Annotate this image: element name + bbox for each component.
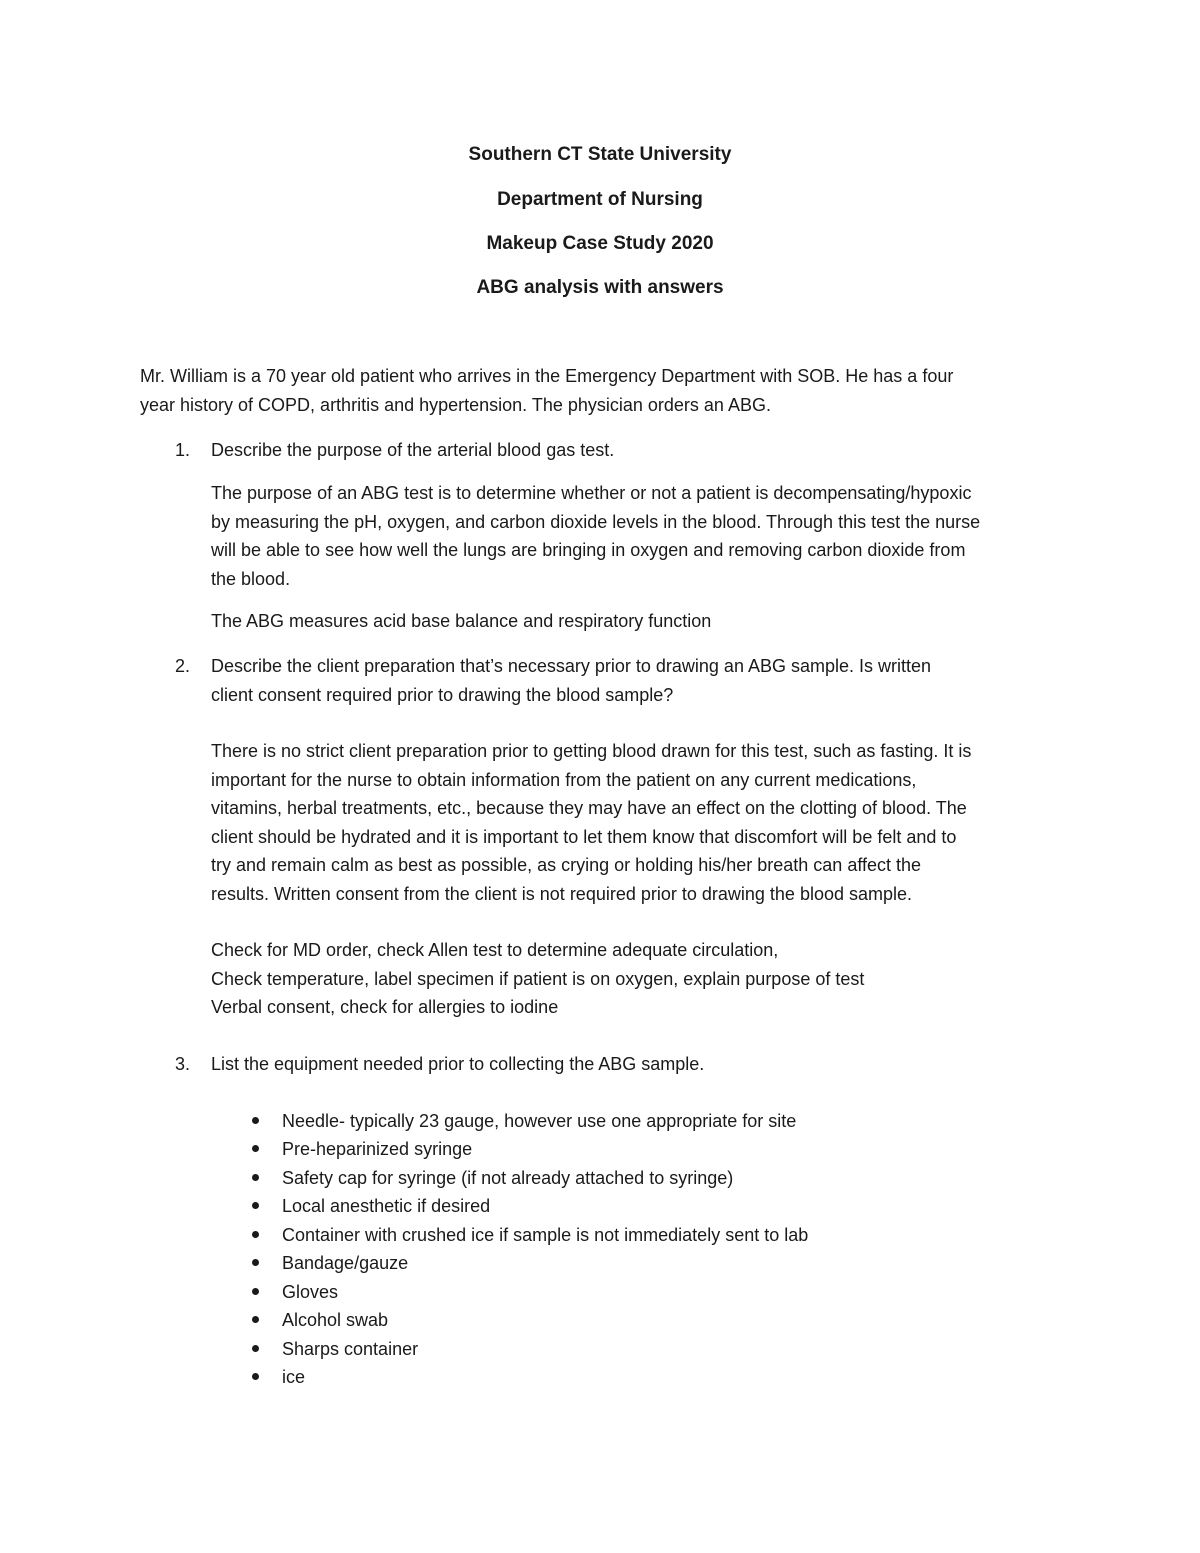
list-item: Needle- typically 23 gauge, however use one appropriate for site (282, 1111, 797, 1131)
q2-answer (211, 737, 971, 908)
q1-answer (211, 479, 980, 593)
course-title: Makeup Case Study 2020 (486, 233, 714, 254)
q2-number: 2. (175, 656, 191, 676)
q1-question: Describe the purpose of the arterial blood gas test. (211, 440, 615, 460)
list-item: Sharps container (282, 1339, 419, 1359)
bullet-icon (252, 1117, 259, 1124)
q1-answer-line: by measuring the pH, oxygen, and carbon dioxide levels in the blood. Through this test the nurse (211, 511, 981, 532)
list-item: ice (282, 1367, 306, 1387)
bullet-icon (252, 1202, 259, 1209)
q2-answer-line: There is no strict client preparation prior to getting blood drawn for this test, such as fasting. It is (211, 741, 972, 761)
q2-question-line: Describe the client preparation that’s necessary prior to drawing an ABG sample. Is written (211, 656, 932, 676)
q1-answer-line: The purpose of an ABG test is to determine whether or not a patient is decompensating/hypoxic (211, 483, 972, 503)
q2-answer-line: client should be hydrated and it is important to let them know that discomfort will be felt and to (211, 826, 957, 847)
list-item: Gloves (282, 1282, 339, 1302)
bullet-icon (252, 1259, 259, 1266)
q2-answer-line: try and remain calm as best as possible, as crying or holding his/her breath can affect the (211, 855, 922, 875)
q3-number: 3. (175, 1054, 191, 1074)
list-item: Container with crushed ice if sample is not immediately sent to lab (282, 1225, 809, 1245)
list-item: Alcohol swab (282, 1310, 389, 1330)
q1-note: The ABG measures acid base balance and respiratory function (211, 611, 712, 631)
list-item: Pre-heparinized syringe (282, 1139, 473, 1159)
department-title: Department of Nursing (497, 189, 703, 210)
q3-question: List the equipment needed prior to collecting the ABG sample. (211, 1054, 705, 1074)
list-item: Safety cap for syringe (if not already attached to syringe) (282, 1168, 734, 1188)
subject-title: ABG analysis with answers (476, 277, 724, 298)
q2-question (211, 652, 931, 709)
bullet-icon (252, 1345, 259, 1352)
q1-answer-line: will be able to see how well the lungs are bringing in oxygen and removing carbon dioxide from (211, 540, 966, 560)
q1-answer-line: the blood. (211, 568, 291, 589)
intro-line: Mr. William is a 70 year old patient who arrives in the Emergency Department with SOB. He has a four (140, 366, 954, 386)
q2-note-line: Check for MD order, check Allen test to determine adequate circulation, (211, 940, 779, 960)
q2-note (211, 936, 864, 1022)
bullet-icon (252, 1316, 259, 1323)
bullet-icon (252, 1174, 259, 1181)
list-item: Bandage/gauze (282, 1253, 409, 1273)
q1-number: 1. (175, 440, 191, 460)
intro-line: year history of COPD, arthritis and hypertension. The physician orders an ABG. (140, 394, 771, 415)
q2-note-line: Check temperature, label specimen if patient is on oxygen, explain purpose of test (211, 968, 865, 989)
q2-answer-line: important for the nurse to obtain information from the patient on any current medications, (211, 769, 917, 790)
list-item: Local anesthetic if desired (282, 1196, 491, 1216)
q2-answer-line: results. Written consent from the client is not required prior to drawing the blood sample. (211, 883, 913, 904)
q2-note-line: Verbal consent, check for allergies to iodine (211, 997, 559, 1017)
q2-answer-line: vitamins, herbal treatments, etc., because they may have an effect on the clotting of blood. The (211, 798, 967, 818)
bullet-icon (252, 1288, 259, 1295)
bullet-icon (252, 1373, 259, 1380)
university-title: Southern CT State University (468, 144, 732, 165)
bullet-icon (252, 1231, 259, 1238)
bullet-icon (252, 1145, 259, 1152)
q2-question-line: client consent required prior to drawing the blood sample? (211, 684, 674, 705)
intro-paragraph (140, 362, 953, 419)
